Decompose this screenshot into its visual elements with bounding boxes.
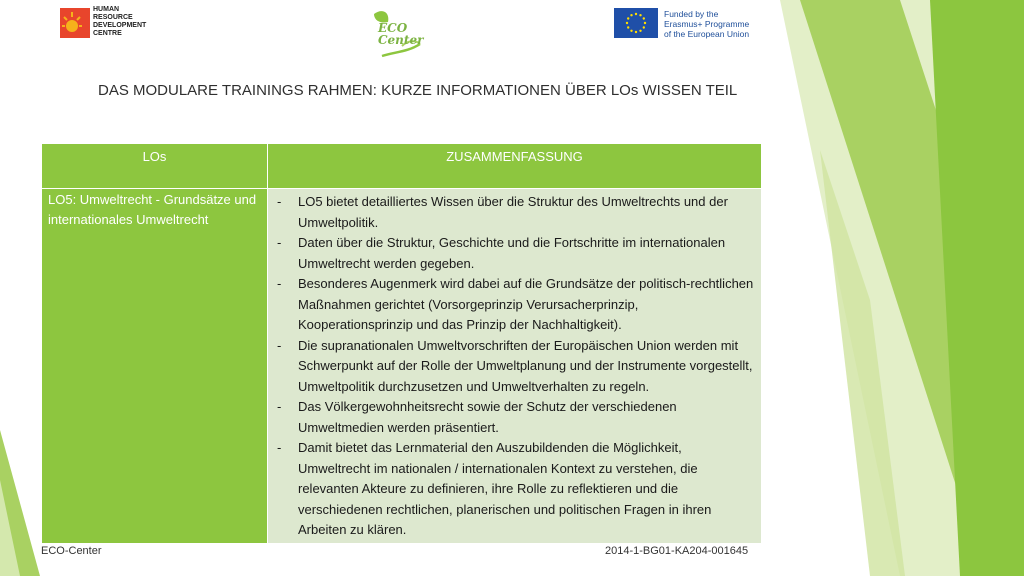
- header-summary: ZUSAMMENFASSUNG: [268, 144, 762, 189]
- decor-shape-right-pale: [820, 150, 905, 576]
- eu-line-2: Erasmus+ Programme: [664, 19, 750, 29]
- footer-project-number: 2014-1-BG01-KA204-001645: [605, 545, 749, 557]
- decor-shape-right-mid: [800, 0, 1024, 576]
- hrdc-line-2: RESOURCE: [93, 14, 133, 21]
- hrdc-line-1: HUMAN: [93, 6, 120, 13]
- summary-item: - LO5 bietet detailliertes Wissen über die Struktur des Umweltrechts und der Umweltpolitik.: [298, 192, 755, 233]
- hrdc-line-4: CENTRE: [93, 30, 122, 37]
- lo-name-cell: LO5: Umweltrecht - Grundsätze und internationales Umweltrecht: [42, 189, 268, 544]
- summary-list: [274, 192, 755, 541]
- eu-logo-text: [664, 9, 749, 39]
- hrdc-logo-text: [93, 6, 146, 38]
- summary-item: - Das Völkergewohnheitsrecht sowie der Schutz der verschiedenen Umweltmedien werden präsentiert.: [298, 397, 755, 438]
- table-header-row: [42, 144, 762, 189]
- erasmus-eu-logo: [614, 8, 774, 40]
- summary-item: - Damit bietet das Lernmaterial den Auszubildenden die Möglichkeit, Umweltrecht im nationalen / internationalen Kontext zu verstehen, die relevanten Akteure zu definieren, ihre Rolle zu reflektieren und die verschiedenen rechtlichen, planerischen und politischen Fragen in ihren Arbeiten zu klären.: [298, 438, 755, 541]
- summary-item: - Daten über die Struktur, Geschichte und die Fortschritte im internationalen Umweltrecht werden gegeben.: [298, 233, 755, 274]
- eco-logo-text: [378, 22, 423, 46]
- summary-item: - Die supranationalen Umweltvorschriften der Europäischen Union werden mit Schwerpunkt auf der Rolle der Umweltplanung und der Instrumente vorgestellt, Umweltpolitik durchzusetzen und Umweltverhalten zu regeln.: [298, 336, 755, 398]
- eco-logo-line-1: ECO: [378, 21, 408, 35]
- header-los: LOs: [42, 144, 268, 189]
- eco-logo-line-2: Center: [378, 33, 424, 47]
- eu-flag-icon: [614, 8, 658, 38]
- decor-shape-left: [0, 430, 40, 576]
- eu-line-1: Funded by the: [664, 9, 719, 19]
- eu-line-3: of the European Union: [664, 29, 750, 39]
- hrdc-logo: [60, 6, 170, 40]
- summary-item: - Besonderes Augenmerk wird dabei auf die Grundsätze der politisch-rechtlichen Maßnahmen gerichtet (Vorsorgeprinzip Verursacherprinzip, Kooperationsprinzip und das Prinzip der Nachhaltigkeit).: [298, 274, 755, 336]
- sun-logo-icon: [60, 8, 90, 38]
- table-row: [42, 189, 762, 544]
- eco-center-logo: [364, 6, 424, 60]
- lo-summary-table: [41, 143, 762, 544]
- decor-shape-left-light: [0, 480, 20, 576]
- summary-cell: [268, 189, 762, 544]
- hrdc-line-3: DEVELOPMENT: [93, 22, 147, 29]
- decor-shape-right-light: [780, 0, 1024, 576]
- footer-organization: ECO-Center: [41, 545, 102, 557]
- slide-title: DAS MODULARE TRAININGS RAHMEN: KURZE INFORMATIONEN ÜBER LOs WISSEN TEIL: [98, 82, 738, 99]
- eu-stars-icon: [614, 8, 658, 38]
- decor-shape-right-dark: [930, 0, 1024, 576]
